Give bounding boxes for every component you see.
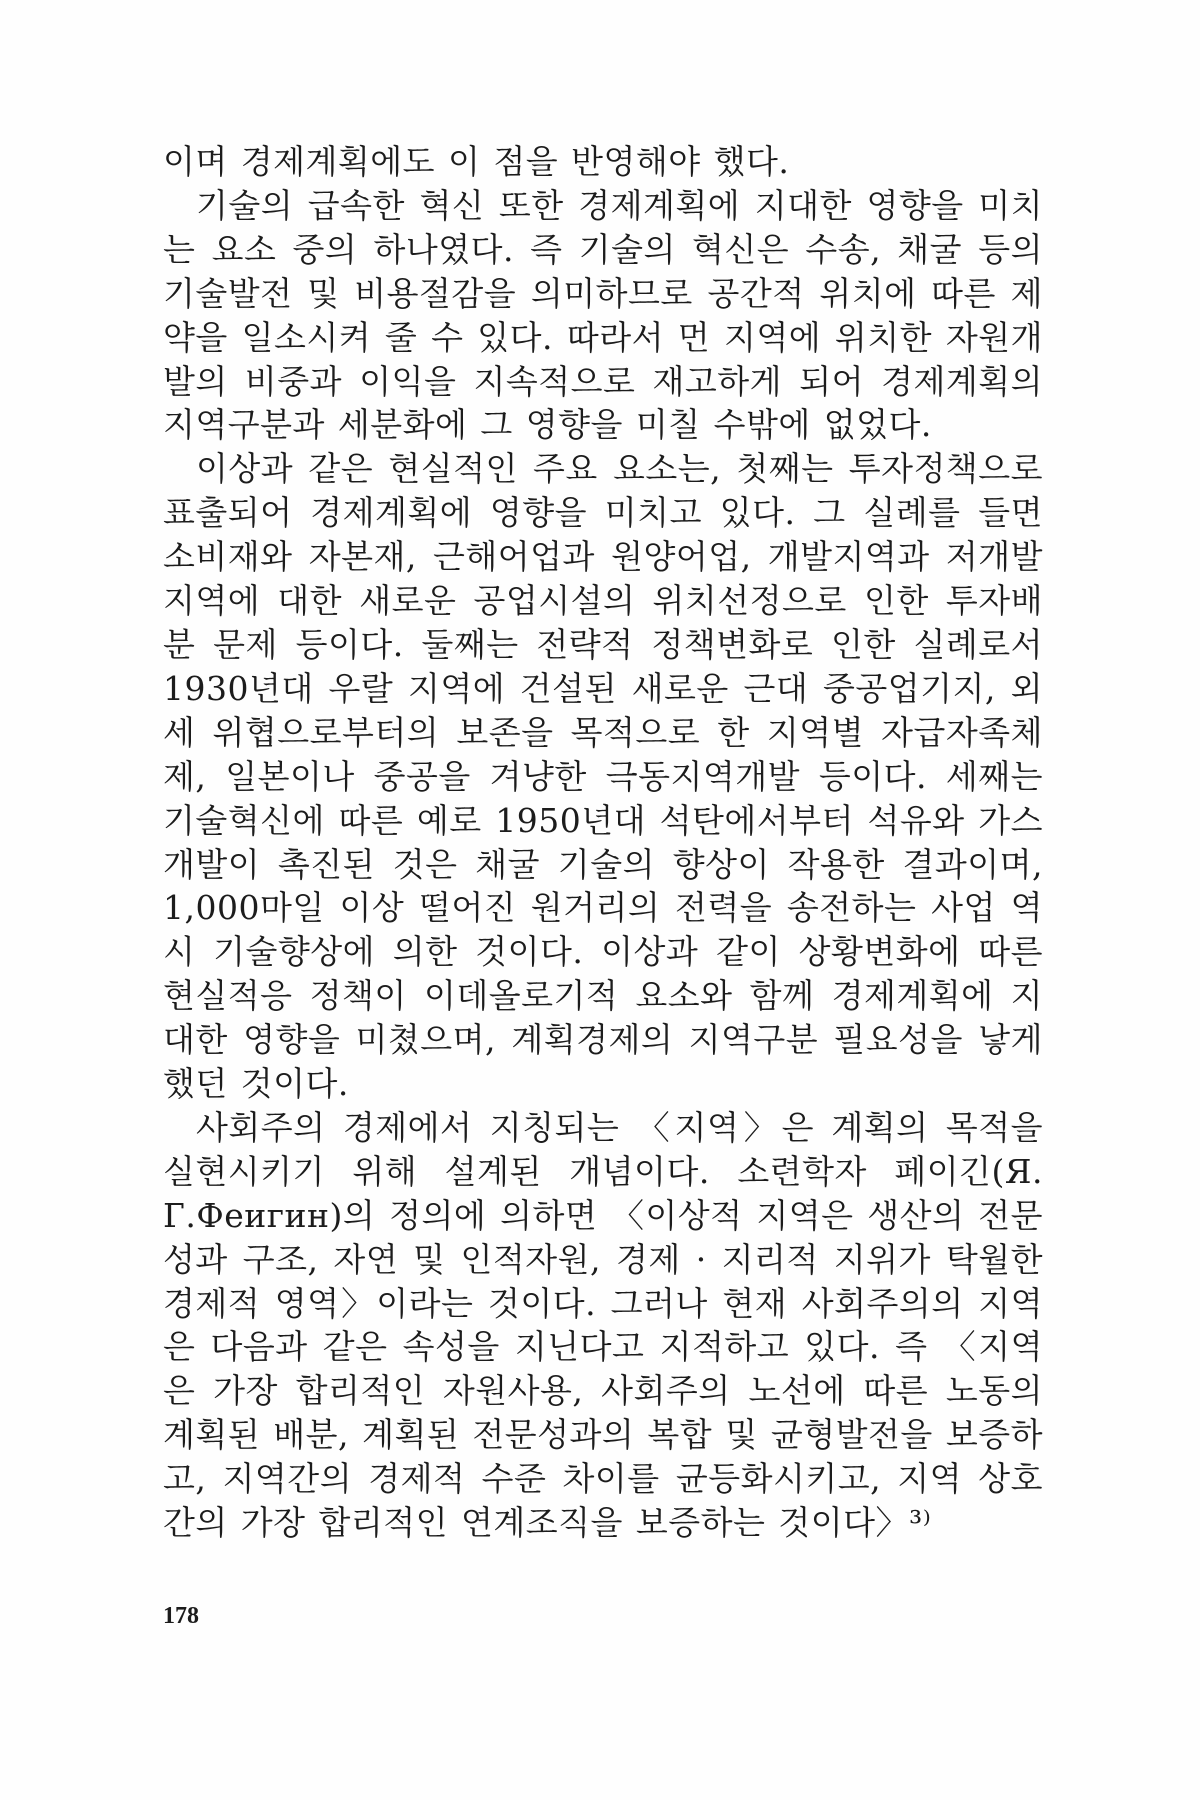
page-number: 178 [163,1603,199,1629]
body-text [163,140,1043,1545]
paragraph-practical-factors: 이상과 같은 현실적인 주요 요소는, 첫째는 투자정책으로 표출되어 경제계획에 영향을 미치고 있다. 그 실례를 들면 소비재와 자본재, 근해어업과 원양어업, 개발지역과 저개발지역에 대한 새로운 공업시설의 위치선정으로 인한 투자배분 문제 등이다. 둘째는 전략적 정책변화로 인한 실례로서 1930년대 우랄 지역에 건설된 새로운 근대 중공업기지, 외세 위협으로부터의 보존을 목적으로 한 지역별 자급자족체제, 일본이나 중공을 겨냥한 극동지역개발 등이다. 세째는 기술혁신에 따른 예로 1950년대 석탄에서부터 석유와 가스 개발이 촉진된 것은 채굴 기술의 향상이 작용한 결과이며, 1,000마일 이상 떨어진 원거리의 전력을 송전하는 사업 역시 기술향상에 의한 것이다. 이상과 같이 상황변화에 따른 현실적응 정책이 이데올로기적 요소와 함께 경제계획에 지대한 영향을 미쳤으며, 계획경제의 지역구분 필요성을 낳게 했던 것이다. [163,449,1043,1104]
paragraph-technology: 기술의 급속한 혁신 또한 경제계획에 지대한 영향을 미치는 요소 중의 하나였다. 즉 기술의 혁신은 수송, 채굴 등의 기술발전 및 비용절감을 의미하므로 공간적 위치에 따른 제약을 일소시켜 줄 수 있다. 따라서 먼 지역에 위치한 자원개발의 비중과 이익을 지속적으로 재고하게 되어 경제계획의 지역구분과 세분화에 그 영향을 미칠 수밖에 없었다. [163,185,1044,445]
paragraph-region-definition: 사회주의 경제에서 지칭되는 〈지역〉은 계획의 목적을 실현시키기 위해 설계된 개념이다. 소련학자 페이긴(Я. Г.Фeигин)의 정의에 의하면 〈이상적 지역은 생산의 전문성과 구조, 자연 및 인적자원, 경제 · 지리적 지위가 탁월한 경제적 영역〉이라는 것이다. 그러나 현재 사회주의의 지역은 다음과 같은 속성을 지닌다고 지적하고 있다. 즉 〈지역은 가장 합리적인 자원사용, 사회주의 노선에 따른 노동의 계획된 배분, 계획된 전문성과의 복합 및 균형발전을 보증하고, 지역간의 경제적 수준 차이를 균등화시키고, 지역 상호간의 가장 합리적인 연계조직을 보증하는 것이다〉³⁾ [163,1107,1043,1543]
paragraph-continuation: 이며 경제계획에도 이 점을 반영해야 했다. [163,142,790,181]
